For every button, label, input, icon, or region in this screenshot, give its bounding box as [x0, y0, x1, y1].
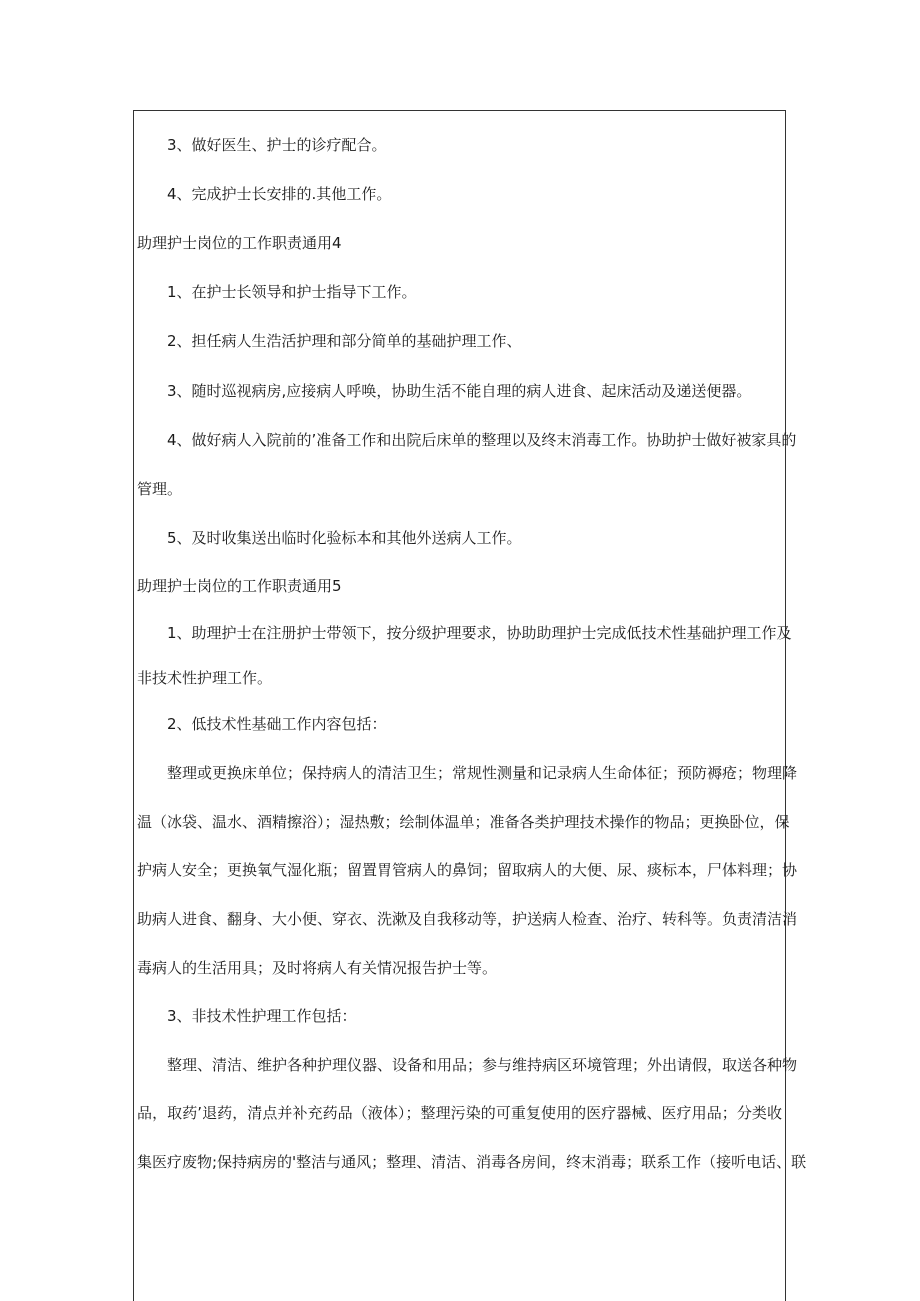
paragraph-line: 3、非技术性护理工作包括：	[167, 1007, 357, 1025]
paragraph-line: 非技术性护理工作。	[137, 669, 273, 687]
paragraph-line: 品，取药’退药，清点并补充药品（液体）；整理污染的可重复使用的医疗器械、医疗用品；分类收	[137, 1104, 782, 1122]
paragraph-line: 集医疗废物;保持病房的'整洁与通风；整理、清洁、消毒各房间，终末消毒；联系工作（接听电话、联	[137, 1153, 807, 1171]
paragraph-line: 管理。	[137, 480, 183, 498]
section-heading: 助理护士岗位的工作职责通用4	[137, 234, 342, 252]
paragraph-line: 整理或更换床单位；保持病人的清洁卫生；常规性测量和记录病人生命体征；预防褥疮；物理降	[167, 764, 798, 782]
paragraph-line: 护病人安全；更换氧气湿化瓶；留置胃管病人的鼻饲；留取病人的大便、尿、痰标本，尸体料理；协	[137, 861, 798, 879]
paragraph-line: 2、低技术性基础工作内容包括：	[167, 715, 387, 733]
paragraph-line: 3、做好医生、护士的诊疗配合。	[167, 136, 387, 154]
paragraph-line: 3、随时巡视病房,应接病人呼唤，协助生活不能自理的病人进食、起床活动及递送便器。	[167, 382, 752, 400]
paragraph-line: 4、完成护士长安排的.其他工作。	[167, 185, 392, 203]
paragraph-line: 5、及时收集送出临时化验标本和其他外送病人工作。	[167, 529, 522, 547]
paragraph-line: 助病人进食、翻身、大小便、穿衣、洗漱及自我移动等，护送病人检查、治疗、转科等。负责清洁消	[137, 910, 798, 928]
paragraph-line: 整理、清洁、维护各种护理仪器、设备和用品；参与维持病区环境管理；外出请假，取送各种物	[167, 1056, 798, 1074]
paragraph-line: 4、做好病人入院前的’准备工作和出院后床单的整理以及终末消毒工作。协助护士做好被家具的	[167, 431, 797, 449]
paragraph-line: 毒病人的生活用具；及时将病人有关情况报告护士等。	[137, 959, 498, 977]
paragraph-line: 1、在护士长领导和护士指导下工作。	[167, 283, 417, 301]
paragraph-line: 1、助理护士在注册护士带领下，按分级护理要求，协助助理护士完成低技术性基础护理工作及	[167, 624, 792, 642]
paragraph-line: 温（冰袋、温水、酒精擦浴）；湿热敷；绘制体温单；准备各类护理技术操作的物品；更换卧位，保	[137, 813, 790, 831]
paragraph-line: 2、担任病人生浩活护理和部分简单的基础护理工作、	[167, 332, 522, 350]
section-heading: 助理护士岗位的工作职责通用5	[137, 577, 342, 595]
